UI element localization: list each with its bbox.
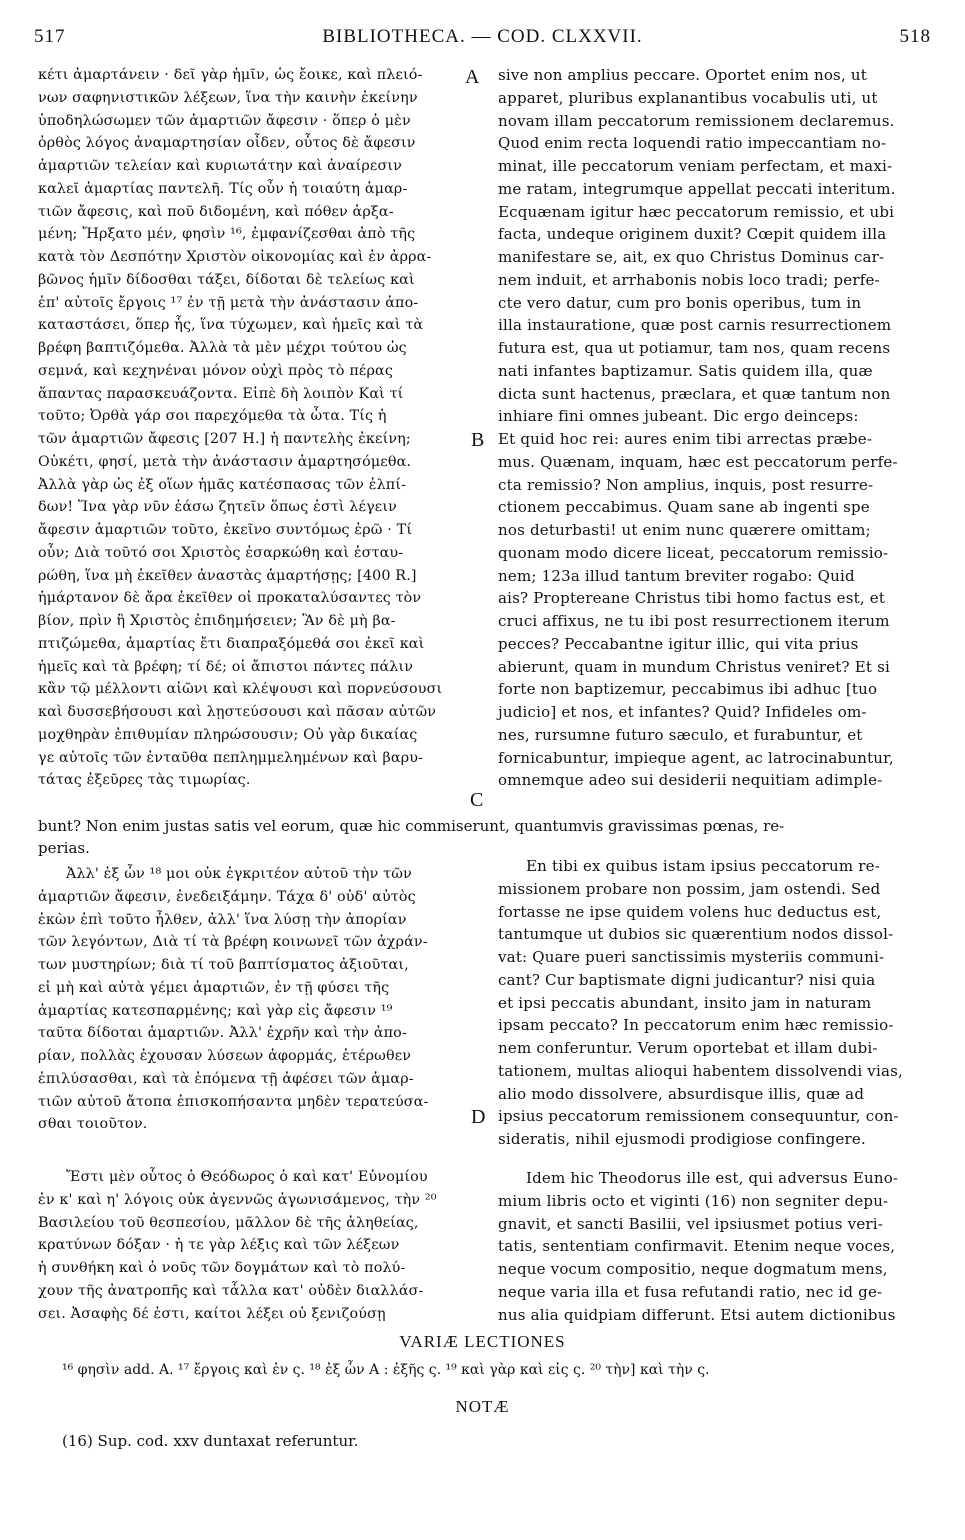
text-line: dicta sunt hactenus, præclara, et quæ tantum non: [498, 384, 891, 403]
text-line: τιῶν ἄφεσις, καὶ ποῦ διδομένη, καὶ πόθεν ἀρξα-: [38, 203, 394, 220]
text-line: missionem probare non possim, jam ostendi. Sed: [498, 879, 881, 898]
text-line: bunt? Non enim justas satis vel eorum, quæ hic commiserunt, quantumvis gravissimas pœnas, re-: [38, 817, 785, 835]
text-line: ἡ συνθήκη καὶ ὁ νοῦς τῶν δογμάτων καὶ τὸ πολύ-: [38, 1260, 406, 1276]
text-line: Ἀλλὰ γὰρ ὡς ἐξ οἵων ἡμᾶς κατέσπασας τῶν ἐλπί-: [38, 476, 407, 493]
notae-heading: NOTÆ: [455, 1397, 510, 1416]
margin-marker-a: A: [465, 66, 480, 88]
text-line: σθαι τοιοῦτον.: [38, 1116, 148, 1133]
text-line: ἑκὼν ἐπὶ τοῦτο ἦλθεν, ἀλλ' ἵνα λύσῃ τὴν ἀπορίαν: [38, 911, 407, 928]
text-line: Ἀλλ' ἐξ ὧν ¹⁸ μοι οὐκ ἐγκριτέον αὐτοῦ τὴν τῶν: [66, 866, 412, 882]
text-line: tationem, multas alioqui habentem dissolvendi vias,: [498, 1061, 903, 1080]
text-line: ἡμεῖς καὶ τὰ βρέφη; τί δέ; οἱ ἄπιστοι πάντες πάλιν: [38, 658, 414, 675]
text-line: βίον, πρὶν ἢ Χριστὸς ἐπιδημήσειεν; Ἂν δὲ μὴ βα-: [38, 613, 396, 629]
text-line: et ipsi peccatis abundant, insito jam in naturam: [498, 993, 872, 1012]
text-line: δων! Ἵνα γὰρ νῦν ἐάσω ζητεῖν ὅπως ἐστὶ λέγειν: [38, 499, 397, 516]
text-line: ὑποδηλώσωμεν τῶν ἁμαρτιῶν ἄφεσιν · ὅπερ ὁ μὲν: [38, 112, 411, 129]
text-line: νων σαφηνιστικῶν λέξεων, ἵνα τὴν καινὴν ἐκείνην: [38, 89, 418, 106]
text-line: neque vocum compositio, neque dogmatum mens,: [498, 1260, 888, 1278]
text-line: μοχθηρὰν ἐπιθυμίαν πληρώσουσιν; Οὐ γὰρ δικαίας: [38, 726, 418, 743]
text-line: omnemque adeo sui desiderii nequitiam adimple-: [498, 771, 883, 790]
text-line: ἁμαρτιῶν τελείαν καὶ κυριωτάτην καὶ ἀναίρεσιν: [38, 158, 402, 174]
margin-marker-b: B: [471, 429, 485, 451]
text-line: inhiare fini omnes jubeant. Dic ergo deinceps:: [498, 407, 859, 426]
text-line: κἂν τῷ μέλλοντι αἰῶνι καὶ κλέψουσι καὶ πορνεύσουσι: [38, 681, 443, 698]
text-line: nati infantes baptizamur. Satis quidem illa, quæ: [498, 361, 873, 380]
text-line: ipsius peccatorum remissionem consequuntur, con-: [498, 1107, 899, 1126]
text-line: χουν τῆς ἀνατροπῆς καὶ τἆλλα κατ' οὐδὲν διαλλάσ-: [38, 1282, 424, 1299]
text-line: nem conferuntur. Verum oportebat et illam dubi-: [498, 1039, 878, 1057]
latin-column: [498, 64, 930, 792]
text-line: sive non amplius peccare. Oportet enim nos, ut: [498, 66, 867, 84]
text-line: En tibi ex quibus istam ipsius peccatorum re-: [526, 857, 880, 875]
text-line: Ἔστι μὲν οὗτος ὁ Θεόδωρος ὁ καὶ κατ' Εὐνομίου: [66, 1169, 428, 1185]
text-line: τιῶν αὐτοῦ ἄτοπα ἐπισκοπήσαντα μηδὲν τερατεύσα-: [38, 1093, 429, 1110]
text-line: cruci affixus, ne tu ibi post resurrectionem iterum: [498, 612, 890, 630]
text-line: mium libris octo et viginti (16) non segniter depu-: [498, 1191, 889, 1210]
text-line: vat: Quare pueri sanctissimis mysteriis communi-: [498, 948, 885, 966]
text-line: facta, undeque originem duxit? Cœpit quidem illa: [498, 225, 887, 244]
text-line: Βασιλείου τοῦ θεσπεσίου, μᾶλλον δὲ τῆς ἀληθείας,: [38, 1214, 419, 1231]
text-line: nes, rursumne futuro sæculo, et furabuntur, et: [498, 725, 863, 744]
text-line: pecces? Peccabantne igitur illic, qui vita prius: [498, 634, 859, 653]
text-line: quonam modo dicere liceat, peccatorum remissio-: [498, 543, 889, 562]
page-number-left: 517: [34, 26, 66, 47]
text-line: ρώθη, ἵνα μὴ ἐκεῖθεν ἀναστὰς ἁμαρτήσῃς; [400 R.]: [38, 567, 417, 584]
text-line: tantumque ut dubios sic quærentium nodos dissol-: [498, 925, 894, 944]
text-line: εἰ μὴ καὶ αὐτὰ γέμει ἁμαρτιῶν, ἐν τῇ φύσει τῆς: [38, 979, 390, 996]
text-line: κατὰ τὸν Δεσπότην Χριστὸν οἰκονομίας καὶ ἐν ἀρρα-: [38, 249, 432, 265]
full-width-text: [38, 815, 938, 859]
text-line: ἁμαρτίας κατεσπαρμένης; καὶ γὰρ εἰς ἄφεσιν ¹⁹: [38, 1002, 393, 1019]
greek-column-2: [38, 863, 482, 1136]
text-line: ὀρθὸς λόγος ἀναμαρτησίαν οἶδεν, οὗτος δὲ ἄφεσιν: [38, 135, 416, 152]
text-line: βρέφη βαπτιζόμεθα. Ἀλλὰ τὰ μὲν μέχρι τούτου ὡς: [38, 340, 407, 356]
text-line: tatis, sententiam confirmavit. Etenim neque voces,: [498, 1237, 896, 1256]
text-line: μένη; Ἤρξατο μέν, φησὶν ¹⁶, ἐμφανίζεσθαι ἀπὸ τῆς: [38, 226, 416, 243]
text-line: ἐπιλύσασθαι, καὶ τὰ ἑπόμενα τῇ ἀφέσει τῶν ἁμαρ-: [38, 1070, 414, 1087]
variae-lectiones-text: ¹⁶ φησὶν add. A. ¹⁷ ἔργοις καὶ ἐν ς. ¹⁸ ἐξ ὧν A : ἐξῆς ς. ¹⁹ καὶ γὰρ καὶ εἰς ς. ²⁰ τὴν] καὶ τὴν ς.: [62, 1362, 710, 1378]
variae-lectiones-heading: VARIÆ LECTIONES: [399, 1332, 566, 1351]
text-line: ἐν κ' καὶ η' λόγοις οὐκ ἀγεννῶς ἀγωνισάμενος, τὴν ²⁰: [38, 1191, 437, 1208]
running-title: BIBLIOTHECA. — COD. CLXXVII.: [322, 26, 643, 47]
text-line: sideratis, nihil ejusmodi prodigiose confingere.: [498, 1130, 866, 1148]
text-line: abierunt, quam in mundum Christus veniret? Et si: [498, 657, 890, 676]
text-line: nos deturbasti! ut enim nunc quærere omittam;: [498, 521, 871, 539]
margin-marker-c: C: [470, 789, 484, 811]
text-line: τάτας ἐξεῦρες τὰς τιμωρίας.: [38, 772, 251, 789]
margin-marker-d: D: [471, 1106, 486, 1128]
text-line: cant? Cur baptismate digni judicantur? nisi quia: [498, 970, 876, 989]
text-line: novam illam peccatorum remissionem declaremus.: [498, 111, 895, 130]
text-line: ais? Proptereane Christus tibi homo factus est, et: [498, 589, 886, 608]
text-line: ἡμάρτανον δὲ ἄρα ἐκεῖθεν οἱ προκαταλύσαντες τὸν: [38, 590, 422, 607]
text-line: Οὐκέτι, φησί, μετὰ τὴν ἀνάστασιν ἁμαρτησόμεθα.: [38, 453, 412, 470]
text-line: σεμνά, καὶ κεχηνέναι μόνον οὐχὶ πρὸς τὸ πέρας: [38, 362, 393, 379]
text-line: καλεῖ ἁμαρτίας παντελῆ. Τίς οὖν ἡ τοιαύτη ἁμαρ-: [38, 180, 408, 197]
text-line: ipsam peccato? In peccatorum enim hæc remissio-: [498, 1016, 894, 1035]
text-line: σει. Ἀσαφὴς δέ ἐστι, καίτοι λέξει οὐ ξενιζούσῃ: [38, 1305, 386, 1322]
text-line: cta remissio? Non amplius, inquis, post resurre-: [498, 475, 874, 494]
latin-column-2: [498, 855, 930, 1151]
text-line: ρίαν, πολλὰς ἐχουσαν λύσεων ἀφορμάς, ἑτέρωθεν: [38, 1048, 412, 1064]
text-line: ταῦτα δίδοται ἁμαρτιῶν. Ἀλλ' ἐχρῆν καὶ τὴν ἀπο-: [38, 1025, 407, 1042]
text-line: illa instauratione, quæ post carnis resurrectionem: [498, 316, 892, 335]
text-line: των μυστηρίων; διὰ τί τοῦ βαπτίσματος ἀξιοῦται,: [38, 957, 409, 973]
greek-column: [38, 64, 485, 792]
text-line: κέτι ἁμαρτάνειν · δεῖ γὰρ ἡμῖν, ὡς ἔοικε, καὶ πλειό-: [38, 67, 423, 83]
text-line: καταστάσει, ὅπερ ἧς, ἵνα τύχωμεν, καὶ ἡμεῖς καὶ τὰ: [38, 317, 424, 334]
text-line: κρατύνων δόξαν · ἡ τε γὰρ λέξις καὶ τῶν λέξεων: [38, 1237, 400, 1254]
text-line: Ecquænam igitur hæc peccatorum remissio, et ubi: [498, 202, 895, 221]
text-line: fortasse ne ipse quidem volens huc deductus est,: [498, 902, 882, 921]
text-line: mus. Quænam, inquam, hæc est peccatorum perfe-: [498, 452, 898, 471]
text-line: nem induit, et arrhabonis nobis loco tradi; perfe-: [498, 270, 880, 289]
text-line: fornicabuntur, impieque agent, ac latrocinabuntur,: [498, 748, 894, 767]
text-line: Et quid hoc rei: aures enim tibi arrectas præbe-: [498, 430, 873, 448]
text-line: Idem hic Theodorus ille est, qui adversus Euno-: [526, 1169, 899, 1187]
text-line: forte non baptizemur, peccabimus ibi adhuc [tuo: [498, 680, 878, 699]
text-line: apparet, pluribus explanantibus vocabulis uti, ut: [498, 88, 878, 107]
text-line: nus alia quidpiam differunt. Etsi autem dictionibus: [498, 1305, 896, 1324]
text-line: ctionem peccabimus. Quam sane ab ingenti spe: [498, 498, 870, 517]
text-line: ἅπαντας παρασκευάζοντα. Εἰπὲ δὴ λοιπὸν Καὶ τί: [38, 385, 404, 402]
text-line: perias.: [38, 839, 90, 857]
text-line: ἐπ' αὐτοῖς ἔργοις ¹⁷ ἐν τῇ μετὰ τὴν ἀνάστασιν ἀπο-: [38, 294, 419, 311]
text-line: τοῦτο; Ὀρθὰ γάρ σοι παρεχόμεθα τὰ ὦτα. Τίς ἡ: [38, 408, 387, 425]
latin-column-3: [498, 1167, 930, 1326]
greek-column-3: [38, 1166, 482, 1325]
text-line: manifestare se, ait, ex quo Christus Dominus car-: [498, 248, 885, 266]
notae-text: (16) Sup. cod. xxv duntaxat referuntur.: [62, 1432, 359, 1450]
text-line: alio modo dissolvere, absurdisque illis, quæ ad: [498, 1084, 865, 1103]
text-line: me ratam, integrumque appellat peccati interitum.: [498, 179, 896, 198]
text-line: gnavit, et sancti Basilii, vel ipsiusmet potius veri-: [498, 1214, 884, 1233]
text-line: judicio] et nos, et infantes? Quid? Infideles om-: [498, 703, 867, 721]
text-line: καὶ δυσσεβήσουσι καὶ λῃστεύσουσι καὶ πᾶσαν αὐτῶν: [38, 704, 437, 720]
text-line: ἁμαρτιῶν ἄφεσιν, ἐνεδειξάμην. Τάχα δ' οὐδ' αὐτὸς: [38, 888, 416, 905]
page-number-right: 518: [899, 26, 931, 47]
text-line: cte vero datur, cum pro bonis operibus, tum in: [498, 293, 862, 312]
text-line: τῶν λεγόντων, Διὰ τί τὰ βρέφη κοινωνεῖ τῶν ἀχράν-: [38, 934, 428, 951]
text-line: Quod enim recta loquendi ratio impeccantiam no-: [498, 134, 887, 153]
page-header: [34, 26, 931, 56]
text-line: βῶνος ἡμῖν δίδοσθαι τάξει, δίδοται δὲ τελείως καὶ: [38, 271, 415, 288]
text-line: γε αὐτοῖς τῶν ἐνταῦθα πεπλημμελημένων καὶ βαρυ-: [38, 749, 424, 766]
text-line: ἄφεσιν ἁμαρτιῶν τοῦτο, ἐκεῖνο συντόμως ἐρῶ · Τί: [38, 522, 413, 538]
text-line: neque varia illa et fusa refutandi ratio, nec id ge-: [498, 1282, 883, 1301]
text-line: minat, ille peccatorum veniam perfectam, et maxi-: [498, 157, 893, 175]
text-line: futura est, qua ut potiamur, tam nos, quam recens: [498, 339, 891, 357]
text-line: οὖν; Διὰ τοῦτό σοι Χριστὸς ἐσαρκώθη καὶ ἐσταυ-: [38, 544, 404, 561]
text-line: πτιζώμεθα, ἁμαρτίας ἔτι διαπραξόμεθά σοι ἐκεῖ καὶ: [38, 635, 425, 652]
text-line: τῶν ἁμαρτιῶν ἄφεσις [207 Η.] ἡ παντελὴς ἐκείνη;: [38, 431, 411, 447]
text-line: nem; 123a illud tantum breviter rogabo: Quid: [498, 566, 855, 585]
